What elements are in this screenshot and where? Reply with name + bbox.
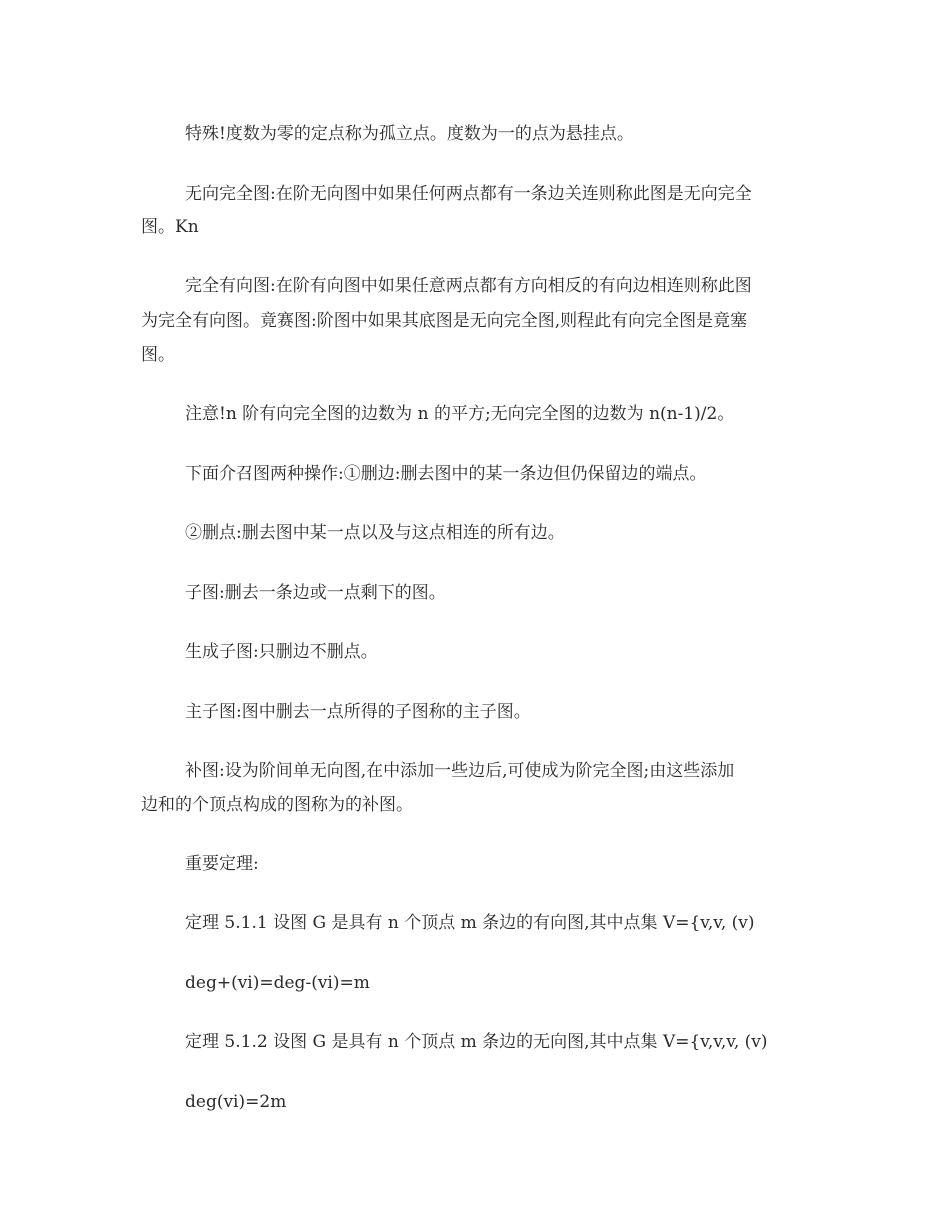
- paragraph-note-edge-count: 注意!n 阶有向完全图的边数为 n 的平方;无向完全图的边数为 n(n-1)/2。: [185, 404, 735, 424]
- theorem-5-1-2-formula: deg(vi)=2m: [185, 1092, 287, 1112]
- paragraph-main-subgraph: 主子图:图中删去一点所得的子图称的主子图。: [185, 702, 531, 722]
- paragraph-delete-vertex: ②删点:删去图中某一点以及与这点相连的所有边。: [185, 523, 565, 543]
- theorem-5-1-1-formula: deg+(vi)=deg-(vi)=m: [185, 973, 370, 993]
- paragraph-complement: 补图:设为阶间单无向图,在中添加一些边后,可使成为阶完全图;由这些添加: [185, 761, 735, 781]
- paragraph-spanning-subgraph: 生成子图:只删边不删点。: [185, 642, 378, 662]
- paragraph-operations: 下面介召图两种操作:①删边:删去图中的某一条边但仍保留边的端点。: [185, 464, 707, 484]
- paragraph-isolated-point: 特殊!度数为零的定点称为孤立点。度数为一的点为悬挂点。: [185, 124, 634, 144]
- theorem-5-1-2: 定理 5.1.2 设图 G 是具有 n 个顶点 m 条边的无向图,其中点集 V={v,v,v, (v): [185, 1032, 768, 1052]
- paragraph-directed-complete-cont1: 为完全有向图。竟赛图:阶图中如果其底图是无向完全图,则程此有向完全图是竟塞: [141, 311, 748, 331]
- paragraph-undirected-complete-cont: 图。Kn: [141, 217, 199, 237]
- paragraph-subgraph: 子图:删去一条边或一点剩下的图。: [185, 583, 446, 603]
- theorem-5-1-1: 定理 5.1.1 设图 G 是具有 n 个顶点 m 条边的有向图,其中点集 V={v,v, (v): [185, 913, 755, 933]
- paragraph-undirected-complete: 无向完全图:在阶无向图中如果任何两点都有一条边关连则称此图是无向完全: [185, 184, 752, 204]
- paragraph-directed-complete-cont2: 图。: [141, 345, 175, 365]
- paragraph-complement-cont: 边和的个顶点构成的图称为的补图。: [141, 795, 413, 815]
- heading-important-theorems: 重要定理:: [185, 854, 259, 874]
- paragraph-directed-complete: 完全有向图:在阶有向图中如果任意两点都有方向相反的有向边相连则称此图: [185, 276, 752, 296]
